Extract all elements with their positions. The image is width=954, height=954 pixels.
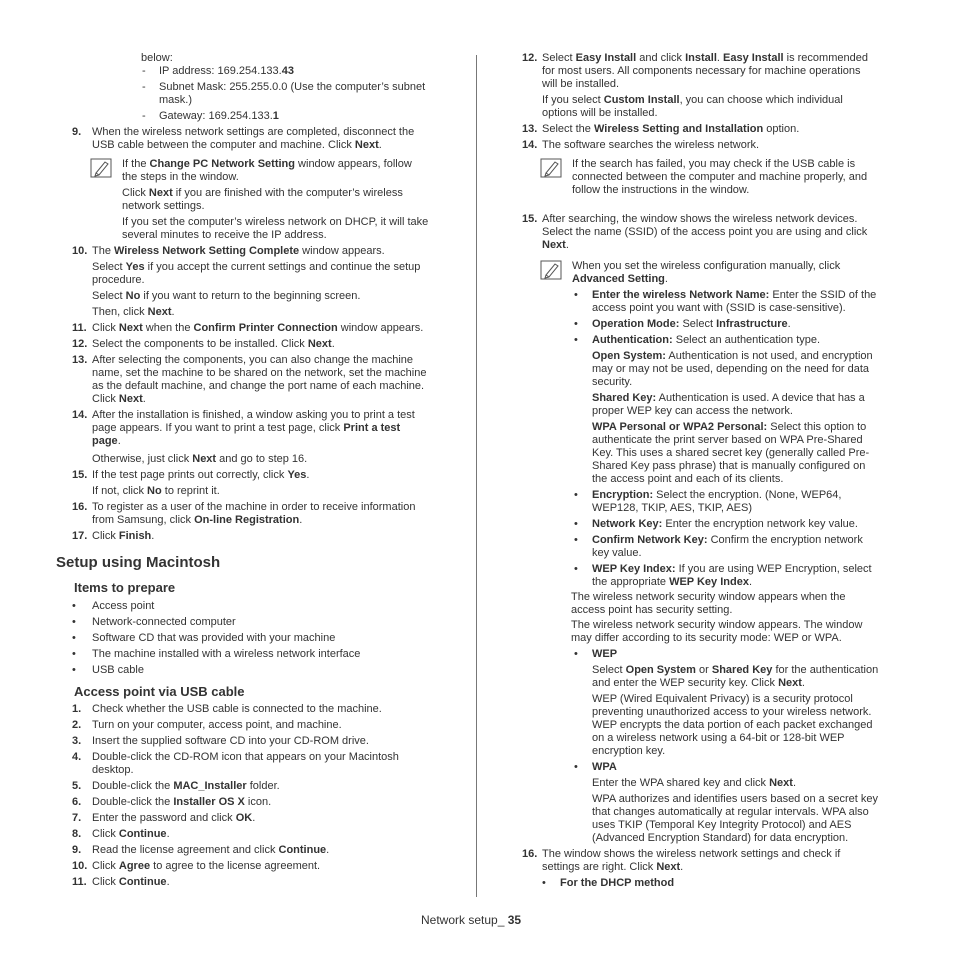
mac-step-4: 4. Double-click the CD-ROM icon that appears on your Macintosh desktop. — [72, 751, 399, 776]
note-box: If the search has failed, you may check if the USB cable is connected between the computer and machine properly, and follow the instructions in the window. — [522, 158, 902, 197]
list-item: • USB cable — [72, 664, 144, 676]
subsection-heading: Items to prepare — [74, 580, 176, 595]
step-12: 12. Select Easy Install and click Install. Easy Install is recommended for most users. All components necessary for machine operations will be installed. — [522, 52, 868, 90]
text-line: WPA Personal or WPA2 Personal: Select this option to authenticate the print server based on WPA Pre-Shared Key. This uses a shared secret key (generally called Pre- Shared Key pass phrase) that is manually configured on the access point and each of its clients. — [592, 421, 870, 485]
list-item: • Enter the wireless Network Name: Enter the SSID of the access point you want with (SSID is case-sensitive). — [574, 289, 877, 314]
text-line: below: — [141, 52, 173, 64]
text-line: Enter the WPA shared key and click Next. — [592, 777, 797, 789]
mac-step-9: 9. Read the license agreement and click Continue. — [72, 844, 330, 856]
text-line: Then, click Next. — [92, 306, 175, 318]
mac-step-6: 6. Double-click the Installer OS X icon. — [72, 796, 272, 808]
step-13: 13. Select the Wireless Setting and Installation option. — [522, 123, 800, 135]
mac-step-8: 8. Click Continue. — [72, 828, 170, 840]
step-15: 15. After searching, the window shows the wireless network devices. Select the name (SSID) of the access point you are using and click Next. — [522, 213, 868, 251]
list-item: • The machine installed with a wireless network interface — [72, 648, 361, 660]
note-box: When you set the wireless configuration manually, click Advanced Setting. — [522, 260, 902, 286]
list-item: • Encryption: Select the encryption. (None, WEP64, WEP128, TKIP, AES, TKIP, AES) — [574, 489, 842, 514]
list-item: • Software CD that was provided with your machine — [72, 632, 336, 644]
text-line: Otherwise, just click Next and go to step 16. — [92, 453, 308, 465]
step-14: 14. After the installation is finished, a window asking you to print a test page appears. If you want to print a test page, click Print a test page. — [72, 409, 415, 447]
note-box: If the Change PC Network Setting window appears, follow the steps in the window. Click Next if you are finished with the computer’s wireless network settings. If you set the computer’s wireless network on DHCP, it will take several minutes to receive the IP address. — [72, 158, 452, 242]
text-line: Select Yes if you accept the current settings and continue the setup procedure. — [92, 261, 421, 286]
list-item: • Confirm Network Key: Confirm the encryption network key value. — [574, 534, 863, 559]
step-9: 9. When the wireless network settings are completed, disconnect the USB cable between the computer and machine. Click Next. — [72, 126, 415, 151]
mac-step-1: 1. Check whether the USB cable is connected to the machine. — [72, 703, 382, 715]
text-line: WPA authorizes and identifies users based on a secret key that changes automatically at regular intervals. WPA also uses TKIP (Temporal Key Integrity Protocol) and AES (Advanced Encryption Standard) for data encryption. — [592, 793, 878, 844]
subsection-heading: Access point via USB cable — [74, 684, 245, 699]
list-item: - Gateway: 169.254.133.1 — [142, 110, 279, 122]
text-line: Select No if you want to return to the beginning screen. — [92, 290, 361, 302]
note-pencil-icon — [540, 260, 562, 280]
page-footer: Network setup_ 35 — [421, 913, 522, 927]
list-item: • Operation Mode: Select Infrastructure. — [574, 318, 791, 330]
step-15: 15. If the test page prints out correctly, click Yes. — [72, 469, 310, 481]
list-item: • WEP — [574, 648, 618, 660]
mac-step-7: 7. Enter the password and click OK. — [72, 812, 256, 824]
step-16: 16. To register as a user of the machine in order to receive information from Samsung, click On-line Registration. — [72, 501, 416, 526]
list-item: - IP address: 169.254.133.43 — [142, 65, 294, 77]
list-item: • For the DHCP method — [542, 877, 675, 889]
left-column — [72, 52, 452, 543]
mac-step-11: 11. Click Continue. — [72, 876, 170, 888]
list-item: • WEP Key Index: If you are using WEP Encryption, select the appropriate WEP Key Index. — [574, 563, 872, 588]
list-item: - Subnet Mask: 255.255.0.0 (Use the computer’s subnet mask.) — [142, 81, 426, 106]
text-line: If not, click No to reprint it. — [92, 485, 220, 497]
column-divider — [476, 55, 477, 897]
text-line: WEP (Wired Equivalent Privacy) is a security protocol preventing unauthorized access to your wireless network. WEP encrypts the data portion of each packet exchanged on a wireless network using a 64-bit or 128-bit WEP encryption key. — [592, 693, 873, 757]
text-line: Shared Key: Authentication is used. A device that has a proper WEP key can access the network. — [592, 392, 865, 417]
step-13: 13. After selecting the components, you can also change the machine name, set the machine to be shared on the network, set the machine as the default machine, and change the port name of each machine. Click Next. — [72, 354, 427, 405]
mac-steps — [72, 703, 452, 889]
mac-step-3: 3. Insert the supplied software CD into your CD-ROM drive. — [72, 735, 369, 747]
step-16: 16. The window shows the wireless network settings and check if settings are right. Click Next. — [522, 848, 841, 873]
step-17: 17. Click Finish. — [72, 530, 155, 542]
list-item: • Access point — [72, 600, 155, 612]
text-line: Select Open System or Shared Key for the authentication and enter the WEP security key. Click Next. — [592, 664, 879, 689]
step-12: 12. Select the components to be installed. Click Next. — [72, 338, 335, 350]
list-item: • Network Key: Enter the encryption network key value. — [574, 518, 858, 530]
mac-step-10: 10. Click Agree to agree to the license agreement. — [72, 860, 321, 872]
mac-step-2: 2. Turn on your computer, access point, and machine. — [72, 719, 342, 731]
right-column — [522, 52, 902, 890]
note-pencil-icon — [540, 158, 562, 178]
step-11: 11. Click Next when the Confirm Printer Connection window appears. — [72, 322, 424, 334]
list-item: • Authentication: Select an authentication type. — [574, 334, 821, 346]
text-line: The wireless network security window appears when the access point has security setting. — [571, 591, 846, 616]
step-14: 14. The software searches the wireless network. — [522, 139, 760, 151]
text-line: The wireless network security window appears. The window may differ according to its security mode: WEP or WPA. — [571, 619, 863, 644]
note-pencil-icon — [90, 158, 112, 178]
items-list — [72, 600, 452, 677]
list-item: • WPA — [574, 761, 617, 773]
step-10: 10. The Wireless Network Setting Complete window appears. — [72, 245, 385, 257]
mac-step-5: 5. Double-click the MAC_Installer folder. — [72, 780, 280, 792]
text-line: Open System: Authentication is not used, and encryption may or may not be used, depending on the need for data security. — [592, 350, 873, 388]
section-heading: Setup using Macintosh — [56, 554, 221, 571]
text-line: If you select Custom Install, you can choose which individual options will be installed. — [542, 94, 843, 119]
list-item: • Network-connected computer — [72, 616, 236, 628]
